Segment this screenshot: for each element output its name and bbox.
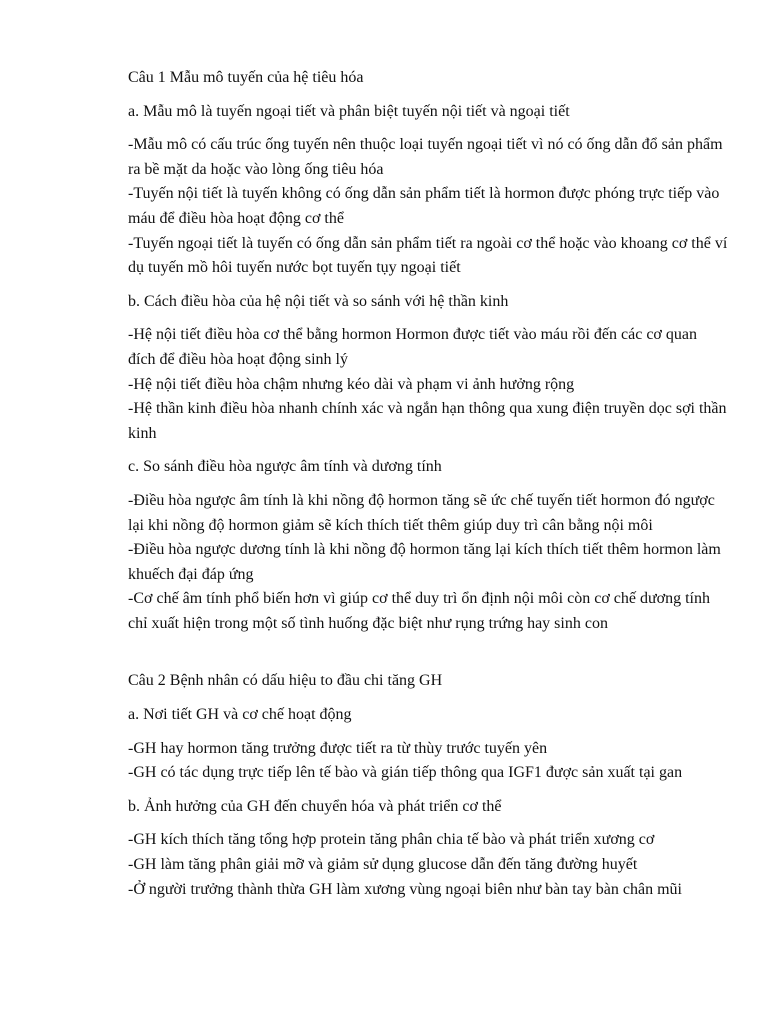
body-line: -Hệ nội tiết điều hòa cơ thể bằng hormon Hormon được tiết vào máu rồi đến các cơ quan đích để điều hòa hoạt động sinh lý bbox=[128, 326, 697, 368]
section-spacer bbox=[128, 645, 728, 669]
part-title: a. Mẫu mô là tuyến ngoại tiết và phân biệt tuyến nội tiết và ngoại tiết bbox=[128, 102, 570, 120]
part-body bbox=[128, 737, 728, 786]
body-line: -Tuyến ngoại tiết là tuyến có ống dẫn sản phẩm tiết ra ngoài cơ thể hoặc vào khoang cơ thể ví dụ tuyến mồ hôi tuyến nước bọt tuyến tụy ngoại tiết bbox=[128, 234, 728, 277]
part-body bbox=[128, 489, 728, 637]
body-line: -Ở người trưởng thành thừa GH làm xương vùng ngoại biên như bàn tay bàn chân mũi bbox=[128, 880, 682, 898]
document-page bbox=[128, 66, 728, 911]
body-line: -Điều hòa ngược dương tính là khi nồng độ hormon tăng lại kích thích tiết thêm hormon làm khuếch đại đáp ứng bbox=[128, 541, 721, 583]
body-line: -Mẫu mô có cấu trúc ống tuyến nên thuộc loại tuyến ngoại tiết vì nó có ống dẫn đổ sản phẩm ra bề mặt da hoặc vào lòng ống tiêu hóa bbox=[128, 136, 723, 178]
body-line: -GH hay hormon tăng trưởng được tiết ra từ thùy trước tuyến yên bbox=[128, 739, 548, 757]
body-line: -GH có tác dụng trực tiếp lên tế bào và gián tiếp thông qua IGF1 được sản xuất tại gan bbox=[128, 764, 683, 782]
body-line: -Tuyến nội tiết là tuyến không có ống dẫn sản phẩm tiết là hormon được phóng trực tiếp vào máu để điều hòa hoạt động cơ thể bbox=[128, 185, 720, 227]
part-title: a. Nơi tiết GH và cơ chế hoạt động bbox=[128, 706, 352, 724]
part-body bbox=[128, 133, 728, 281]
body-line: -Cơ chế âm tính phổ biến hơn vì giúp cơ thể duy trì ổn định nội môi còn cơ chế dương tính chỉ xuất hiện trong một số tình huống đặc biệt như rụng trứng hay sinh con bbox=[128, 590, 710, 632]
part-title: c. So sánh điều hòa ngược âm tính và dương tính bbox=[128, 458, 442, 476]
part-body bbox=[128, 828, 728, 902]
body-line: -Điều hòa ngược âm tính là khi nồng độ hormon tăng sẽ ức chế tuyến tiết hormon đó ngược lại khi nồng độ hormon giảm sẽ kích thích tiết thêm giúp duy trì cân bằng nội môi bbox=[128, 491, 715, 534]
body-line: -Hệ thần kinh điều hòa nhanh chính xác và ngắn hạn thông qua xung điện truyền dọc sợi thần kinh bbox=[128, 400, 727, 442]
part-title: b. Cách điều hòa của hệ nội tiết và so sánh với hệ thần kinh bbox=[128, 292, 509, 310]
part-body bbox=[128, 323, 728, 446]
section-heading: Câu 1 Mẫu mô tuyến của hệ tiêu hóa bbox=[128, 69, 364, 86]
part-title: b. Ảnh hưởng của GH đến chuyển hóa và phát triển cơ thể bbox=[128, 797, 502, 815]
section-heading: Câu 2 Bệnh nhân có dấu hiệu to đầu chi tăng GH bbox=[128, 672, 443, 690]
body-line: -Hệ nội tiết điều hòa chậm nhưng kéo dài và phạm vi ảnh hưởng rộng bbox=[128, 375, 575, 393]
body-line: -GH kích thích tăng tổng hợp protein tăng phân chia tế bào và phát triển xương cơ bbox=[128, 831, 655, 849]
body-line: -GH làm tăng phân giải mỡ và giảm sử dụng glucose dẫn đến tăng đường huyết bbox=[128, 856, 638, 874]
